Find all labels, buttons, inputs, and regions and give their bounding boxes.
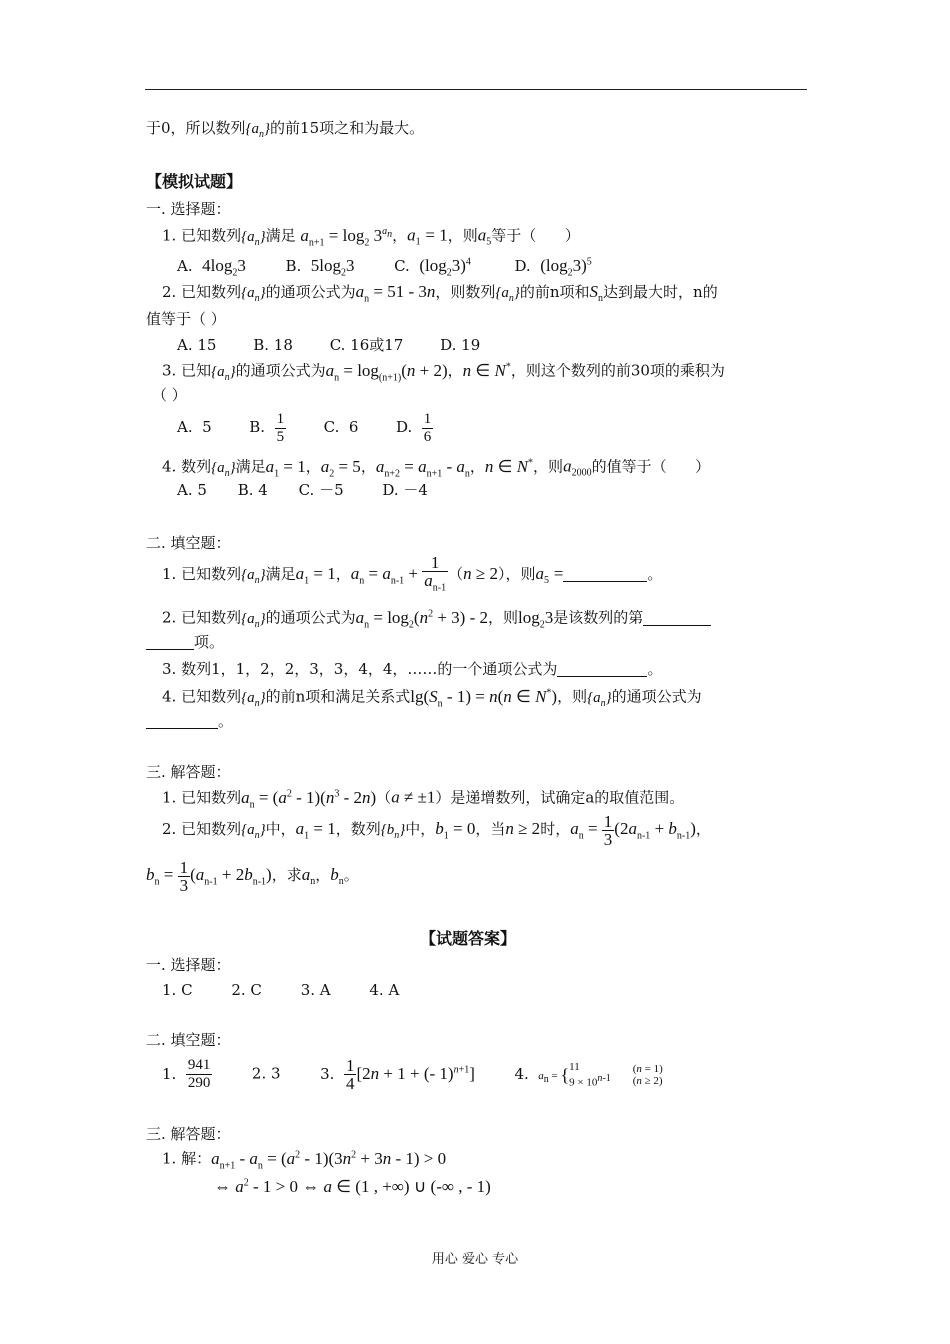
question-2-stem: 2. 已知数列$\{a_n\}$的通项公式为$a_n = 51 - 3n$，则数列$\{a_n\}$的前n项和$S_n$达到最大时，n的 bbox=[162, 282, 718, 305]
fill-4-cont: 。 bbox=[146, 711, 233, 731]
solve-2-cont: $b_n$ = $\frac{1}{3}$ $(a_{n-1} + 2b_{n-1})$，求$a_n$，$b_n$。 bbox=[146, 857, 359, 895]
question-2-stem-cont: 值等于（ ） bbox=[146, 310, 226, 328]
fill-3-blank[interactable] bbox=[557, 660, 647, 677]
q4-option-c[interactable]: C. －5 bbox=[298, 481, 344, 499]
question-3-options bbox=[177, 405, 433, 449]
q3-option-d[interactable]: D. $\frac{1}{6}$ bbox=[396, 410, 432, 445]
question-1-options bbox=[177, 252, 592, 283]
answer-choice-2: 2. C bbox=[231, 981, 262, 999]
q4-option-b[interactable]: B. 4 bbox=[237, 481, 268, 499]
q3-option-c[interactable]: C. 6 bbox=[323, 418, 359, 436]
answer-fill-4: 4. $a_n = \{11$ $9 \times 10^{n-1}(n = 1)$ (n ≥ 2) bbox=[514, 1060, 663, 1089]
fill-2: 2. 已知数列$\{a_n\}$的通项公式为$a_n = \log_2(n^2 + 3) - 2$，则$\log_23$是该数列的第 bbox=[162, 604, 711, 635]
fill-4-blank[interactable] bbox=[146, 712, 218, 729]
answer-fill-2: 2. 3 bbox=[251, 1064, 281, 1083]
answer-fill-1: 1. $\frac{941}{290}$ bbox=[162, 1057, 211, 1092]
question-2-options bbox=[177, 335, 480, 355]
choice-section-label: 一. 选择题： bbox=[146, 200, 231, 218]
q1-option-c[interactable]: C. $(\log_23)^4$ bbox=[394, 255, 471, 279]
q3-option-a[interactable]: A. 5 bbox=[177, 418, 212, 436]
solve-1: 1. 已知数列$a_n = (a^2 - 1)(n^3 - 2n)(a \ne \pm 1)$是递增数列，试确定a的取值范围。 bbox=[162, 787, 685, 811]
question-4-stem: 4. 数列$\{a_n\}$满足$a_1 = 1$，$a_2 = 5$，$a_{n+2} = a_{n+1} - a_n$，n ∈ N*，则$a_{2000}$的值等于（ ） bbox=[162, 456, 711, 480]
q1-option-b[interactable]: B. $5\log_23$ bbox=[285, 255, 355, 279]
solve-section-label: 三. 解答题： bbox=[146, 763, 231, 781]
question-3-stem: 3. 已知$\{a_n\}$的通项公式为$a_n = \log_{(n+1)}(n + 2)$，n ∈ N*，则这个数列的前30项的乘积为 bbox=[162, 360, 725, 384]
section-title-answers: 【试题答案】 bbox=[420, 929, 517, 948]
answer-choice-label: 一. 选择题： bbox=[146, 956, 231, 974]
section-title-simulation: 【模拟试题】 bbox=[146, 172, 243, 191]
answer-choice-3: 3. A bbox=[300, 981, 331, 999]
q2-option-a[interactable]: A. 15 bbox=[177, 336, 217, 354]
q2-option-c[interactable]: C. 16或17 bbox=[329, 336, 404, 354]
question-4-options bbox=[177, 480, 428, 500]
fill-1-blank[interactable] bbox=[563, 565, 647, 582]
answer-fill-3: 3. $\frac{1}{4}$ [2n + 1 + (- 1)$^{n+1}$] bbox=[320, 1056, 475, 1094]
answer-fill-label: 二. 填空题： bbox=[146, 1031, 231, 1049]
fill-2-blank[interactable] bbox=[643, 609, 711, 626]
q4-option-d[interactable]: D. －4 bbox=[382, 481, 428, 499]
fill-2-cont: 项。 bbox=[146, 632, 224, 652]
answer-choice-4: 4. A bbox=[369, 981, 400, 999]
page-footer: 用心 爱心 专心 bbox=[431, 1252, 519, 1267]
answer-solve-label: 三. 解答题： bbox=[146, 1125, 231, 1143]
top-line: 于0，所以数列$\{a_n\}$的前15项之和为最大。 bbox=[146, 119, 425, 140]
question-1-stem: 1. 已知数列$\{a_n\}$满足 $a_{n+1} = \log_2 3^{a_n}$，$a_1 = 1$，则$a_5$等于（ ） bbox=[162, 225, 580, 249]
q3-option-b[interactable]: B. $\frac{1}{5}$ bbox=[249, 410, 285, 445]
header-rule bbox=[145, 89, 807, 90]
fill-3: 3. 数列1，1，2，2，3，3，4，4，……的一个通项公式为 。 bbox=[162, 660, 663, 678]
q1-option-d[interactable]: D. $(\log_23)^5$ bbox=[514, 255, 592, 279]
answer-solve-1-line2: ⇔ $a^2 - 1 > 0$ ⇔ a ∈ (1 , +∞) ∪ (-∞ , - 1) bbox=[214, 1176, 491, 1196]
answer-solve-1: 1. 解：$a_{n+1} - a_n = (a^2 - 1)(3n^2 + 3n - 1) > 0$ bbox=[162, 1148, 447, 1172]
q1-option-a[interactable]: A. $4\log_23$ bbox=[177, 255, 246, 279]
solve-2: 2. 已知数列$\{a_n\}$中，$a_1 = 1$，数列$\{b_n\}$中，$b_1 = 0$，当n ≥ 2时，$a_n$ = $\frac{1}{3}$ $(2a_{n-1} + b_{n-1})$， bbox=[162, 811, 711, 849]
fill-2-blank-cont[interactable] bbox=[146, 633, 194, 650]
q4-option-a[interactable]: A. 5 bbox=[177, 481, 207, 499]
q2-option-b[interactable]: B. 18 bbox=[253, 336, 293, 354]
fill-4: 4. 已知数列$\{a_n\}$的前n项和满足关系式$\lg(S_n - 1) = n(n$ ∈ N*)，则$\{a_n\}$的通项公式为 bbox=[162, 686, 702, 710]
q2-option-d[interactable]: D. 19 bbox=[440, 336, 481, 354]
answer-choices bbox=[162, 980, 399, 1000]
answer-fill-row bbox=[162, 1048, 663, 1102]
fill-1: 1. 已知数列$\{a_n\}$满足$a_1 = 1$，$a_n = a_{n-1}$ + $\frac{1}{a_{n-1}}$ （n ≥ 2），则$a_5$ = 。 bbox=[162, 552, 662, 603]
answer-choice-1: 1. C bbox=[162, 981, 193, 999]
fill-section-label: 二. 填空题： bbox=[146, 534, 231, 552]
question-3-stem-cont: （ ） bbox=[152, 386, 187, 404]
